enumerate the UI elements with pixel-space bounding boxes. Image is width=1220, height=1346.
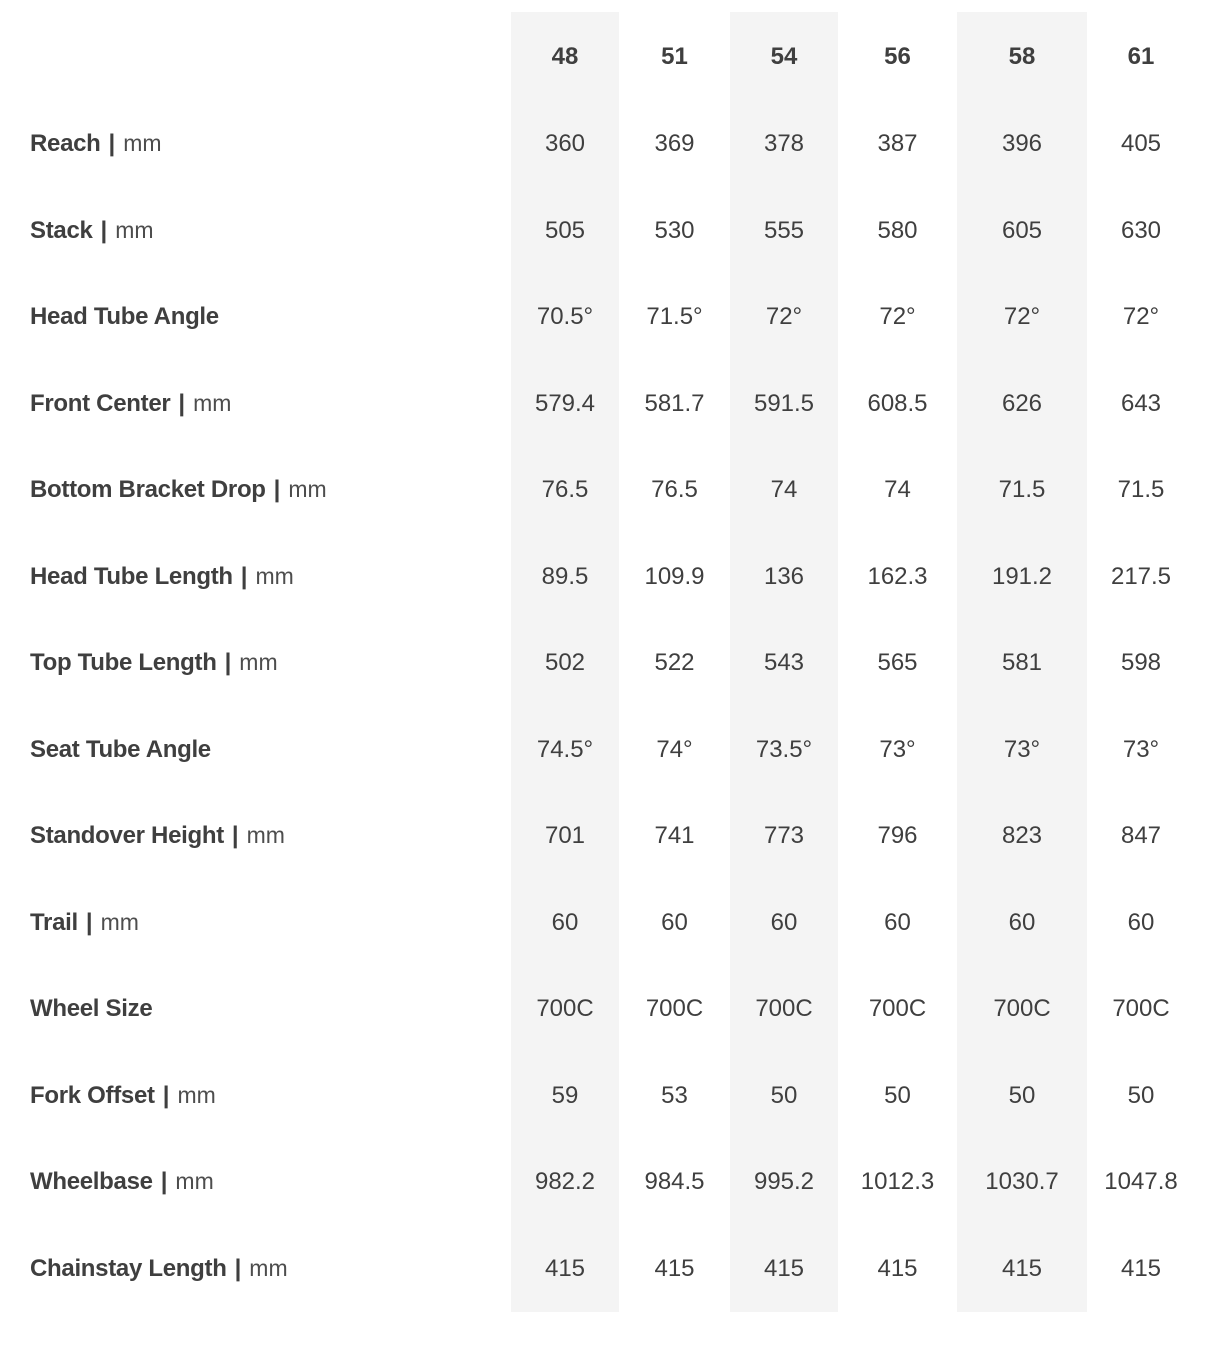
geometry-section (30, 12, 1195, 1312)
value-cell: 643 (1120, 389, 1162, 417)
pipe-separator: | (231, 822, 239, 850)
value-cell: 74 (884, 476, 911, 504)
value-cell: 415 (654, 1254, 695, 1282)
value-cell: 136 (763, 562, 805, 590)
value-cell: 522 (654, 649, 695, 677)
row-label (30, 274, 511, 361)
value-cell: 73° (879, 735, 916, 763)
size-header-row (30, 12, 1195, 101)
header-row (30, 12, 1195, 101)
size-column-header: 54 (770, 42, 798, 70)
table-row (30, 793, 1195, 880)
pipe-separator: | (234, 1254, 242, 1282)
value-cell: 74.5° (536, 735, 594, 763)
row-label (30, 966, 511, 1053)
value-cell: 70.5° (536, 303, 594, 331)
row-label (30, 880, 511, 967)
value-cell: 60 (661, 908, 688, 936)
value-cell: 530 (654, 216, 695, 244)
corner-cell (30, 12, 511, 101)
value-cell: 378 (763, 130, 805, 158)
value-cell: 50 (884, 1081, 911, 1109)
value-cell: 626 (1001, 389, 1043, 417)
unit-label: mm (288, 476, 327, 503)
value-cell: 543 (763, 649, 805, 677)
row-label (30, 101, 511, 188)
metric-name: Trail (30, 908, 78, 936)
metric-name: Reach (30, 130, 101, 158)
unit-label: mm (115, 216, 154, 243)
pipe-separator: | (100, 216, 108, 244)
table-row (30, 1226, 1195, 1313)
value-cell: 74° (656, 735, 693, 763)
value-cell: 415 (1120, 1254, 1162, 1282)
pipe-separator: | (224, 649, 232, 677)
value-cell: 700C (1112, 995, 1170, 1023)
value-cell: 608.5 (867, 389, 928, 417)
value-cell: 72° (1122, 303, 1160, 331)
pipe-separator: | (240, 562, 248, 590)
table-row (30, 620, 1195, 707)
unit-label: mm (193, 389, 232, 416)
table-row (30, 188, 1195, 275)
metric-name: Wheelbase (30, 1168, 153, 1196)
value-cell: 60 (1127, 908, 1155, 936)
row-label (30, 188, 511, 275)
value-cell: 1047.8 (1104, 1168, 1178, 1196)
metric-name: Top Tube Length (30, 649, 217, 677)
value-cell: 60 (884, 908, 911, 936)
value-cell: 89.5 (541, 562, 589, 590)
value-cell: 369 (654, 130, 695, 158)
unit-label: mm (123, 130, 162, 157)
value-cell: 74 (770, 476, 798, 504)
value-cell: 71.5° (646, 303, 703, 331)
value-cell: 109.9 (644, 562, 705, 590)
value-cell: 995.2 (753, 1168, 815, 1196)
value-cell: 502 (544, 649, 586, 677)
value-cell: 415 (1001, 1254, 1043, 1282)
size-column-header: 58 (1008, 42, 1036, 70)
value-cell: 505 (544, 216, 586, 244)
table-row (30, 361, 1195, 448)
value-cell: 162.3 (867, 562, 928, 590)
pipe-separator: | (162, 1081, 170, 1109)
value-cell: 579.4 (534, 389, 596, 417)
value-cell: 565 (877, 649, 918, 677)
value-cell: 217.5 (1110, 562, 1172, 590)
value-cell: 700C (993, 995, 1051, 1023)
value-cell: 1012.3 (860, 1168, 935, 1196)
value-cell: 823 (1001, 822, 1043, 850)
value-cell: 415 (763, 1254, 805, 1282)
value-cell: 700C (868, 995, 927, 1023)
row-label (30, 447, 511, 534)
value-cell: 591.5 (753, 389, 815, 417)
metric-name: Standover Height (30, 822, 224, 850)
value-cell: 360 (544, 130, 586, 158)
value-cell: 71.5 (1117, 476, 1165, 504)
table-row (30, 447, 1195, 534)
row-label (30, 620, 511, 707)
value-cell: 701 (544, 822, 586, 850)
value-cell: 59 (551, 1081, 579, 1109)
value-cell: 700C (536, 995, 594, 1023)
metric-name: Head Tube Angle (30, 303, 219, 331)
size-column-header: 51 (661, 42, 688, 70)
pipe-separator: | (178, 389, 186, 417)
size-column-header: 61 (1127, 42, 1155, 70)
table-row (30, 707, 1195, 794)
metric-name: Bottom Bracket Drop (30, 476, 266, 504)
pipe-separator: | (273, 476, 281, 504)
value-cell: 53 (661, 1081, 688, 1109)
row-label (30, 793, 511, 880)
value-cell: 700C (645, 995, 704, 1023)
value-cell: 60 (551, 908, 579, 936)
value-cell: 72° (879, 303, 916, 331)
table-row (30, 101, 1195, 188)
row-label (30, 707, 511, 794)
value-cell: 555 (763, 216, 805, 244)
value-cell: 387 (877, 130, 918, 158)
value-cell: 847 (1120, 822, 1162, 850)
pipe-separator: | (108, 130, 116, 158)
metric-name: Front Center (30, 389, 171, 417)
unit-label: mm (249, 1254, 288, 1281)
value-cell: 73.5° (755, 735, 813, 763)
value-cell: 76.5 (651, 476, 698, 504)
value-cell: 72° (1003, 303, 1041, 331)
unit-label: mm (246, 822, 285, 849)
geometry-table-body (30, 101, 1195, 1312)
value-cell: 73° (1003, 735, 1041, 763)
value-cell: 191.2 (991, 562, 1053, 590)
value-cell: 50 (1127, 1081, 1155, 1109)
table-row (30, 1139, 1195, 1226)
row-label (30, 361, 511, 448)
value-cell: 982.2 (534, 1168, 596, 1196)
value-cell: 581 (1001, 649, 1043, 677)
value-cell: 50 (770, 1081, 798, 1109)
table-row (30, 880, 1195, 967)
value-cell: 50 (1008, 1081, 1036, 1109)
value-cell: 76.5 (541, 476, 589, 504)
metric-name: Stack (30, 216, 93, 244)
table-row (30, 1053, 1195, 1140)
geometry-table (30, 12, 1195, 1312)
metric-name: Wheel Size (30, 995, 153, 1023)
value-cell: 73° (1122, 735, 1160, 763)
table-row (30, 534, 1195, 621)
value-cell: 580 (877, 216, 918, 244)
value-cell: 396 (1001, 130, 1043, 158)
value-cell: 984.5 (644, 1168, 705, 1196)
value-cell: 630 (1120, 216, 1162, 244)
value-cell: 700C (755, 995, 813, 1023)
size-column-header: 56 (884, 42, 911, 70)
table-row (30, 274, 1195, 361)
row-label (30, 1139, 511, 1226)
value-cell: 72° (765, 303, 803, 331)
value-cell: 60 (770, 908, 798, 936)
row-label (30, 1053, 511, 1140)
unit-label: mm (175, 1168, 214, 1195)
row-label (30, 1226, 511, 1313)
value-cell: 605 (1001, 216, 1043, 244)
metric-name: Fork Offset (30, 1081, 155, 1109)
value-cell: 581.7 (644, 389, 705, 417)
pipe-separator: | (85, 908, 93, 936)
unit-label: mm (255, 562, 294, 589)
table-row (30, 966, 1195, 1053)
metric-name: Chainstay Length (30, 1254, 227, 1282)
value-cell: 598 (1120, 649, 1162, 677)
value-cell: 71.5 (998, 476, 1046, 504)
metric-name: Seat Tube Angle (30, 735, 211, 763)
pipe-separator: | (160, 1168, 168, 1196)
unit-label: mm (100, 908, 139, 935)
value-cell: 415 (544, 1254, 586, 1282)
value-cell: 1030.7 (985, 1168, 1059, 1196)
value-cell: 741 (654, 822, 695, 850)
metric-name: Head Tube Length (30, 562, 233, 590)
unit-label: mm (239, 649, 278, 676)
row-label (30, 534, 511, 621)
value-cell: 415 (877, 1254, 918, 1282)
value-cell: 60 (1008, 908, 1036, 936)
value-cell: 405 (1120, 130, 1162, 158)
value-cell: 773 (763, 822, 805, 850)
value-cell: 796 (877, 822, 918, 850)
unit-label: mm (177, 1081, 216, 1108)
size-column-header: 48 (551, 42, 579, 70)
